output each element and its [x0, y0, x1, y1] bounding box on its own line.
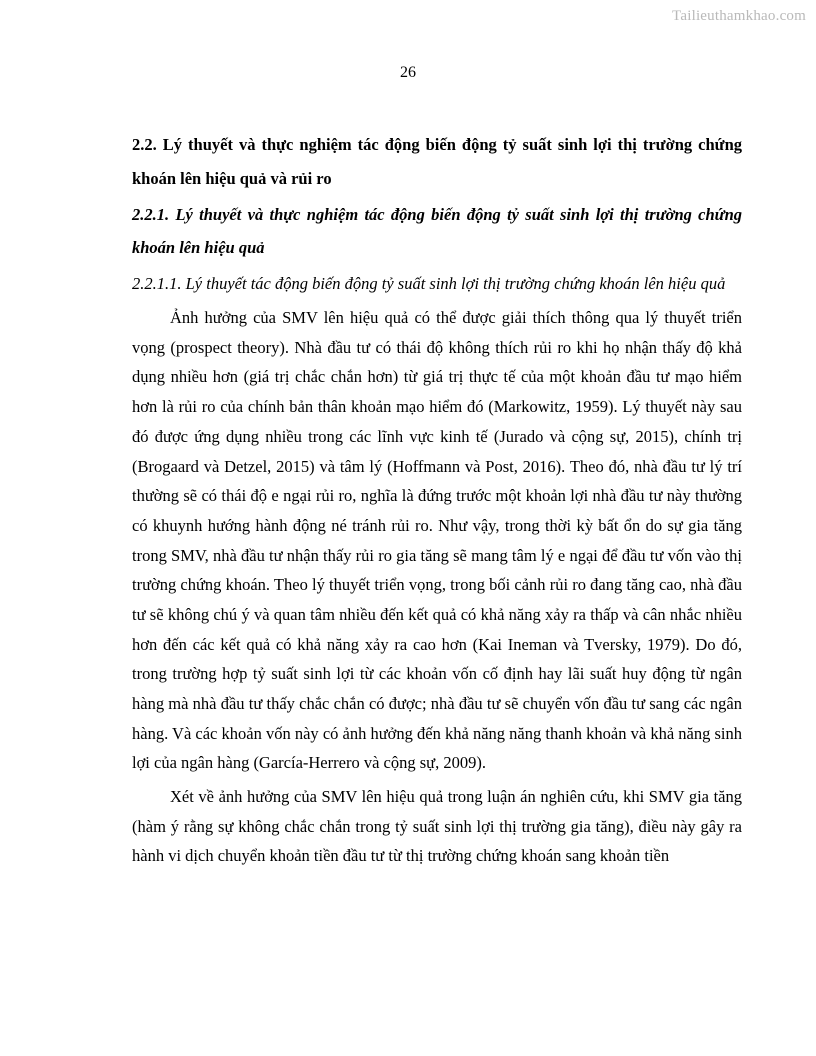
section-heading: 2.2. Lý thuyết và thực nghiệm tác động biến động tỷ suất sinh lợi thị trường chứng khoán lên hiệu quả và rủi ro [132, 135, 742, 188]
body-paragraph: Xét về ảnh hưởng của SMV lên hiệu quả trong luận án nghiên cứu, khi SMV gia tăng (hàm ý rằng sự không chắc chắn trong tỷ suất sinh lợi thị trường gia tăng), điều này gây ra hành vi dịch chuyển khoản tiền đầu tư từ thị trường chứng khoán sang khoản tiền [132, 787, 742, 866]
subsection-heading: 2.2.1. Lý thuyết và thực nghiệm tác động biến động tỷ suất sinh lợi thị trường chứng khoán lên hiệu quả [132, 204, 742, 258]
page-number: 26 [400, 64, 416, 81]
body-paragraph: Ảnh hưởng của SMV lên hiệu quả có thể được giải thích thông qua lý thuyết triển vọng (prospect theory). Nhà đầu tư có thái độ không thích rủi ro khi họ nhận thấy độ khả dụng nhiều hơn (giá trị chắc chắn hơn) từ giá trị thực tế của một khoản đầu tư mạo hiểm hơn là rủi ro của chính bản thân khoản mạo hiểm đó (Markowitz, 1959). Lý thuyết này sau đó được ứng dụng nhiều trong các lĩnh vực kinh tế (Jurado và cộng sự, 2015), chính trị (Brogaard và Detzel, 2015) và tâm lý (Hoffmann và Post, 2016). Theo đó, nhà đầu tư lý trí thường sẽ có thái độ e ngại rủi ro, nghĩa là đứng trước một khoản lợi nhà đầu tư này thường có khuynh hướng hành động né tránh rủi ro. Như vậy, trong thời kỳ bất ổn do sự gia tăng trong SMV, nhà đầu tư nhận thấy rủi ro gia tăng sẽ mang tâm lý e ngại để đầu tư vốn vào thị trường chứng khoán. Theo lý thuyết triển vọng, trong bối cảnh rủi ro đang tăng cao, nhà đầu tư sẽ không chú ý và quan tâm nhiều đến kết quả có khả năng xảy ra thấp và cân nhắc nhiều hơn đến các kết quả có khả năng xảy ra cao hơn (Kai Ineman và Tversky, 1979). Do đó, trong trường hợp tỷ suất sinh lợi từ các khoản vốn cố định hay lãi suất huy động từ ngân hàng mà nhà đầu tư thấy chắc chắn có được; nhà đầu tư sẽ chuyển vốn đầu tư sang các ngân hàng. Và các khoản vốn này có ảnh hưởng đến khả năng năng thanh khoản và khả năng sinh lợi của ngân hàng (García-Herrero và cộng sự, 2009). [132, 308, 742, 773]
watermark-text: Tailieuthamkhao.com [672, 8, 806, 24]
subsubsection-heading: 2.2.1.1. Lý thuyết tác động biến động tỷ suất sinh lợi thị trường chứng khoán lên hiệu quả [132, 274, 726, 294]
page-content [132, 128, 742, 875]
